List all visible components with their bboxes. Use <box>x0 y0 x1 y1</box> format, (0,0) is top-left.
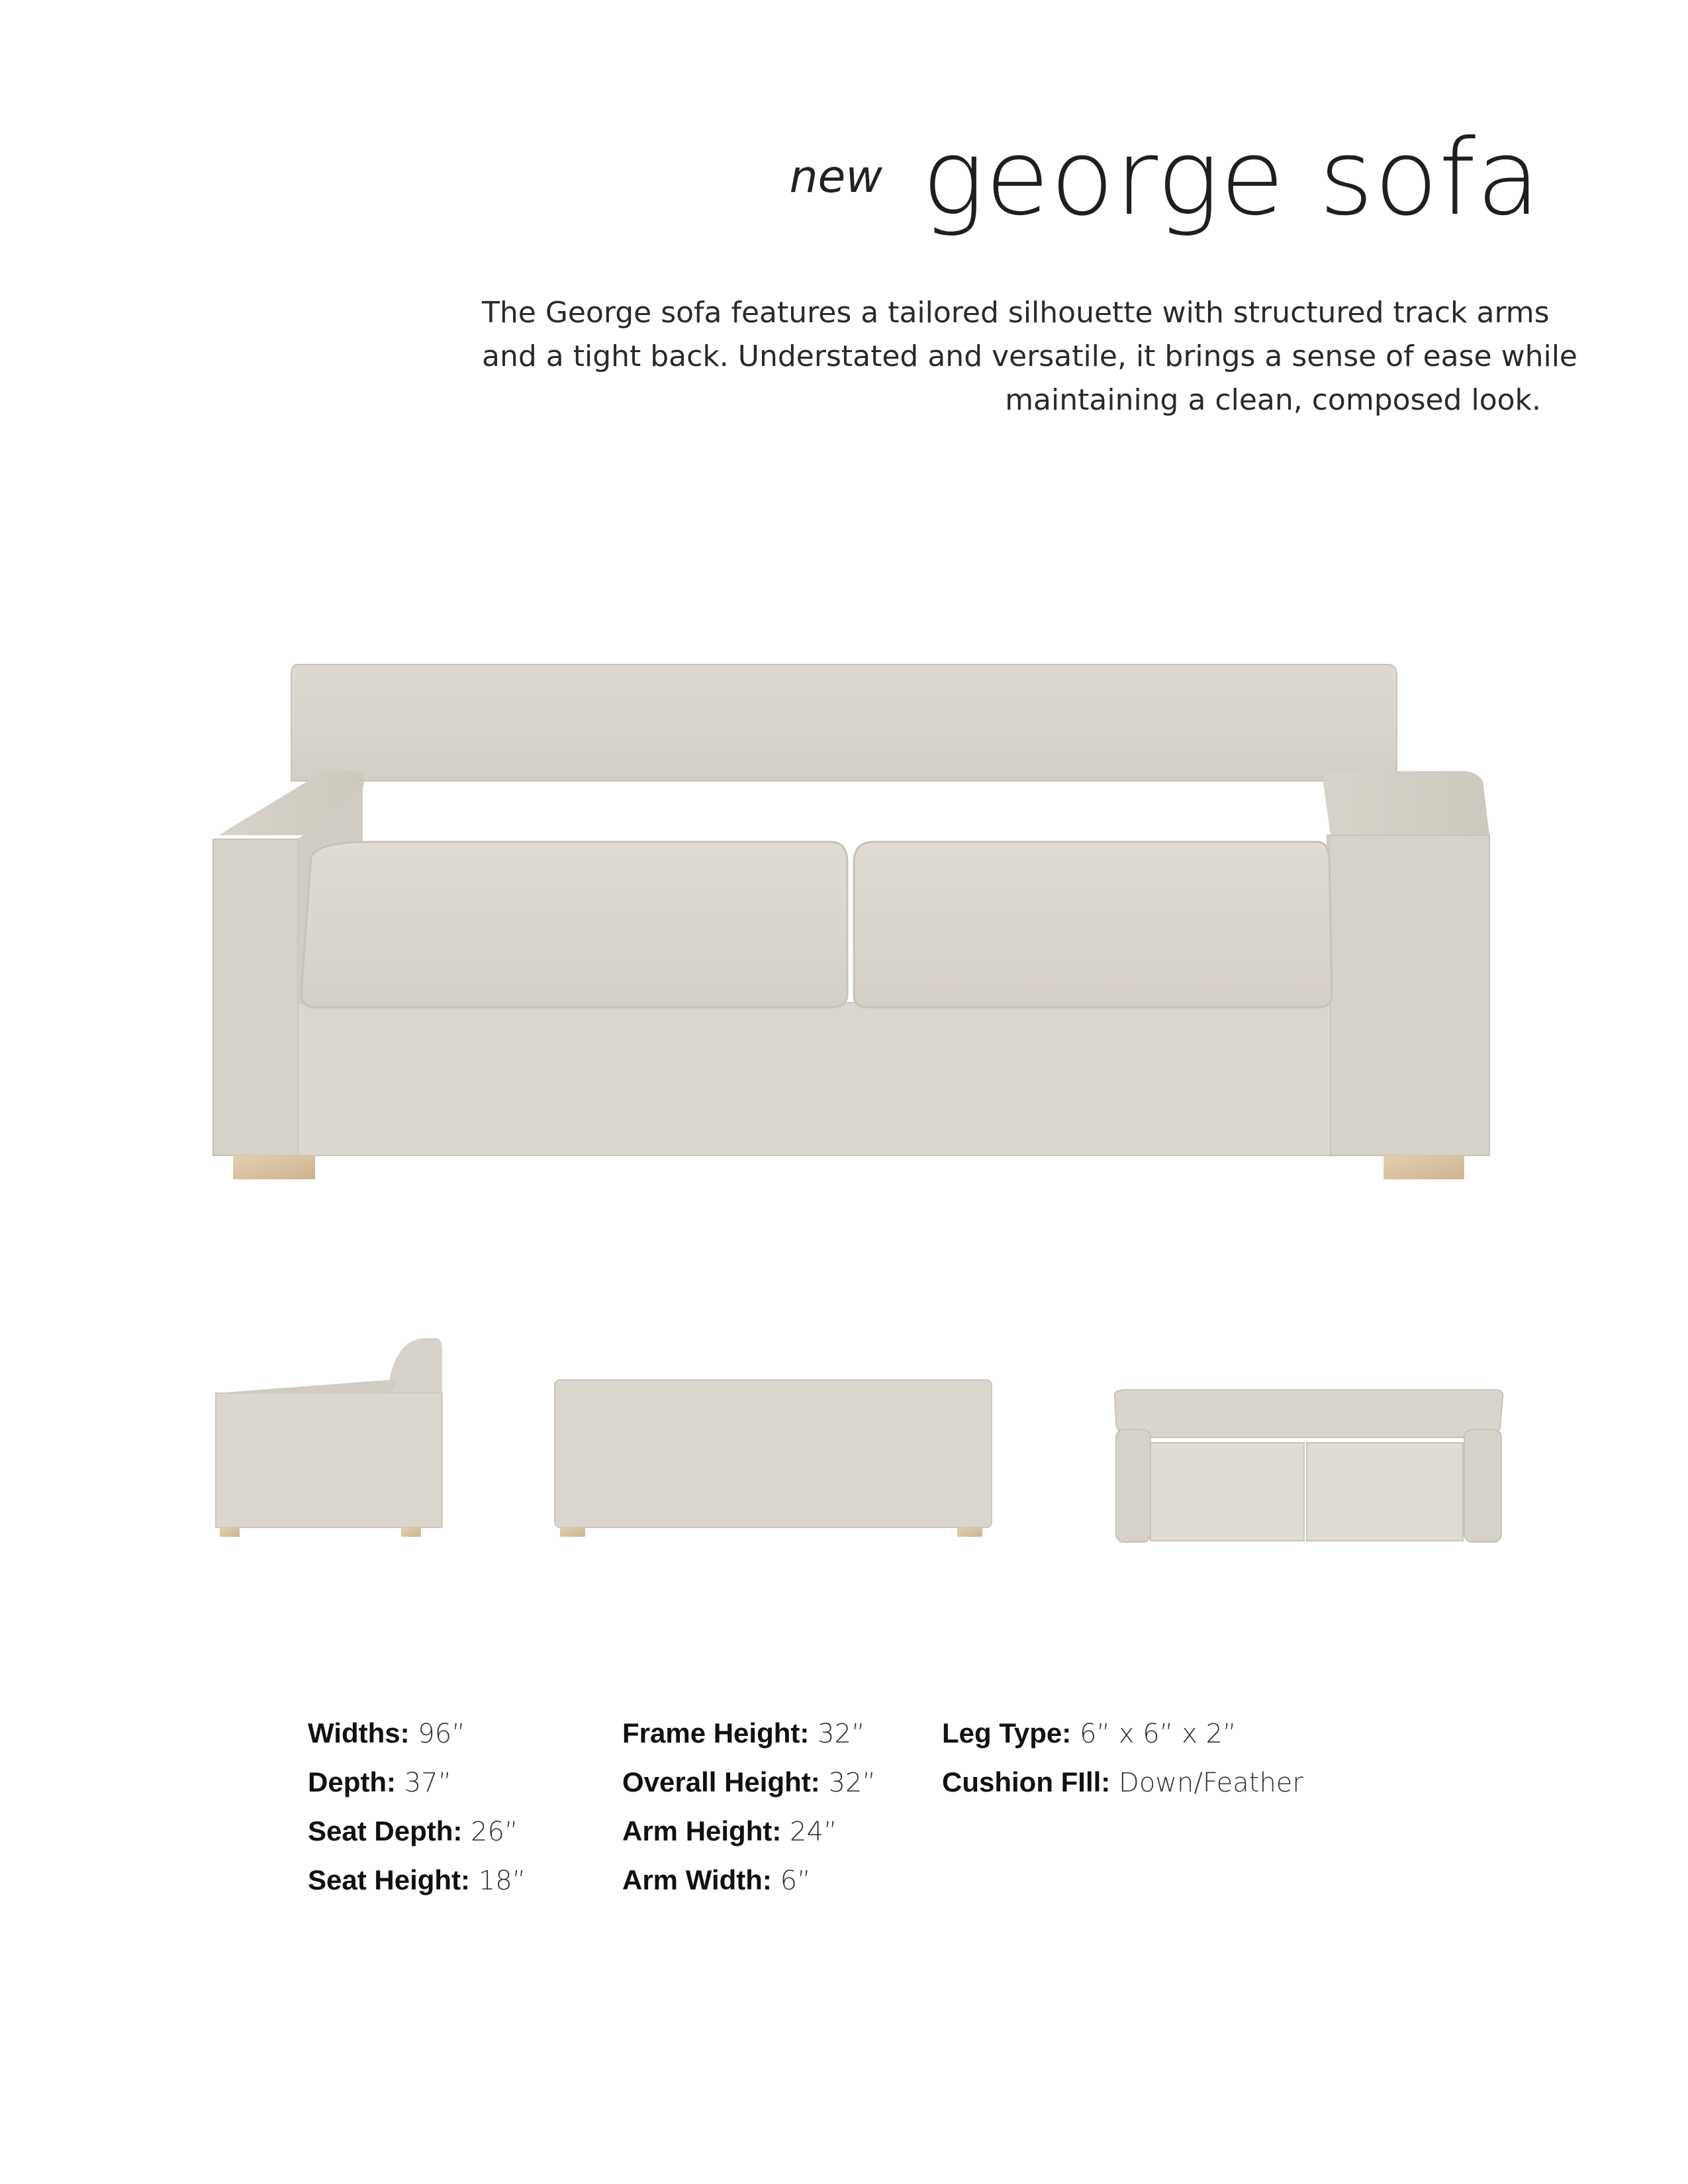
spec-value: Down/Feather <box>1110 1768 1303 1798</box>
spec-label: Seat Depth: <box>308 1815 463 1846</box>
spec-label: Frame Height: <box>622 1717 810 1749</box>
product-description <box>482 291 1577 422</box>
spec-row <box>622 1864 876 1913</box>
spec-value: 6” x 6” x 2” <box>1071 1719 1237 1749</box>
spec-value: 37” <box>395 1768 452 1798</box>
spec-row <box>308 1717 526 1766</box>
spec-label: Cushion FIll: <box>942 1766 1111 1797</box>
spec-value: 32” <box>820 1768 876 1798</box>
page-title: george sofa <box>921 117 1541 239</box>
spec-value: 6” <box>771 1866 811 1896</box>
spec-column-2 <box>622 1717 876 1913</box>
title-block <box>789 117 1541 239</box>
spec-label: Depth: <box>308 1766 396 1797</box>
spec-label: Arm Height: <box>622 1815 782 1846</box>
spec-label: Arm Width: <box>622 1864 772 1895</box>
spec-value: 18” <box>470 1866 526 1896</box>
spec-row <box>308 1815 526 1864</box>
spec-row <box>308 1766 526 1815</box>
spec-value: 24” <box>781 1817 837 1847</box>
spec-value: 32” <box>809 1719 865 1749</box>
spec-label: Widths: <box>308 1717 410 1749</box>
description-line: and a tight back. Understated and versatile, it brings a sense of ease while <box>482 340 1577 373</box>
spec-row <box>308 1864 526 1913</box>
spec-column-1 <box>308 1717 526 1913</box>
description-line: The George sofa features a tailored silhouette with structured track arms <box>482 296 1550 330</box>
spec-label: Leg Type: <box>942 1717 1072 1749</box>
sofa-front-view <box>213 664 1489 1179</box>
spec-column-3 <box>942 1717 1303 1815</box>
description-line: maintaining a clean, composed look. <box>1005 383 1541 417</box>
spec-label: Seat Height: <box>308 1864 471 1895</box>
spec-value: 96” <box>409 1719 465 1749</box>
spec-row <box>942 1766 1303 1815</box>
sofa-top-view <box>1115 1390 1503 1542</box>
spec-value: 26” <box>462 1817 518 1847</box>
new-tag: new <box>789 151 883 203</box>
spec-row <box>622 1815 876 1864</box>
spec-row <box>942 1717 1303 1766</box>
spec-label: Overall Height: <box>622 1766 820 1797</box>
sofa-back-view <box>555 1380 992 1537</box>
spec-row <box>622 1717 876 1766</box>
sofa-side-view <box>216 1338 442 1537</box>
spec-row <box>622 1766 876 1815</box>
